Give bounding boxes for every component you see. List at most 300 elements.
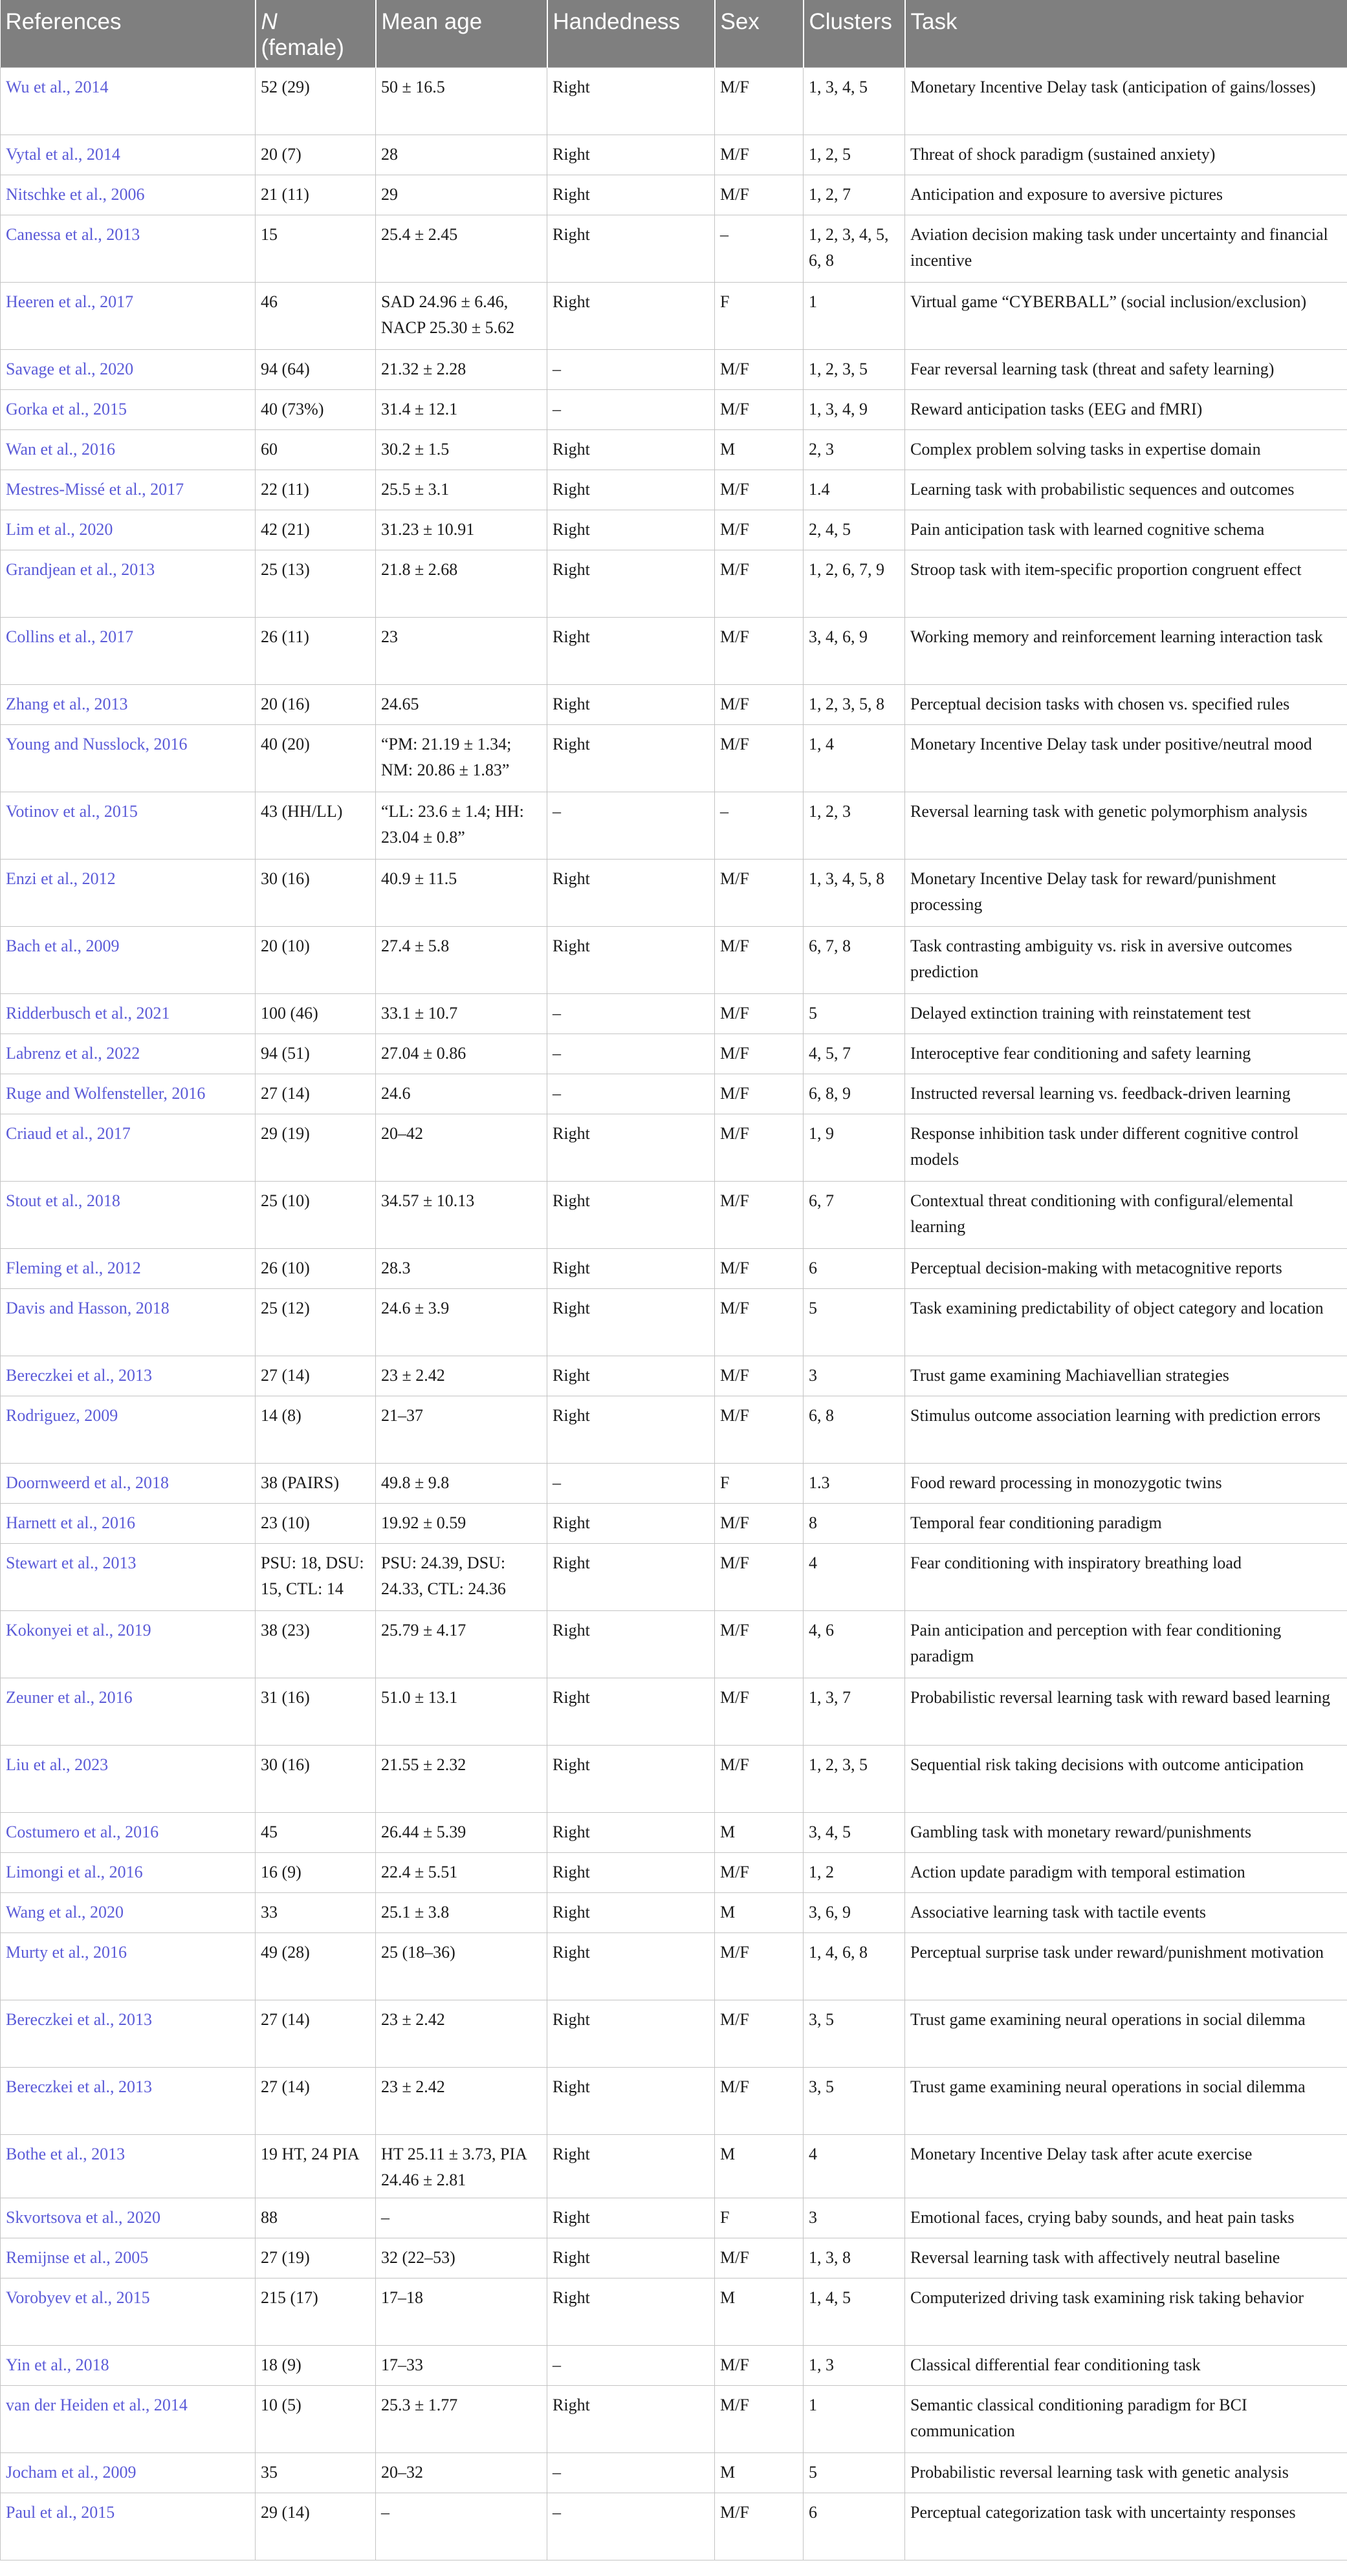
cell-task: Perceptual categorization task with uncertainty responses bbox=[905, 2493, 1347, 2560]
cell-sex: M/F bbox=[715, 2386, 804, 2453]
cell-n-female: 29 (19) bbox=[256, 1114, 376, 1182]
cell-handedness: Right bbox=[547, 135, 715, 175]
cell-n-female: 42 (21) bbox=[256, 510, 376, 550]
cell-mean-age: 25.1 ± 3.8 bbox=[376, 1893, 547, 1933]
cell-mean-age: 25.79 ± 4.17 bbox=[376, 1611, 547, 1678]
cell-task: Fear conditioning with inspiratory breathing load bbox=[905, 1544, 1347, 1611]
table-row bbox=[1, 2346, 1347, 2386]
cell-mean-age: 25 (18–36) bbox=[376, 1933, 547, 2000]
cell-mean-age: 33.1 ± 10.7 bbox=[376, 994, 547, 1034]
cell-mean-age: 20–32 bbox=[376, 2453, 547, 2493]
cell-handedness: Right bbox=[547, 550, 715, 618]
cell-n-female: 14 (8) bbox=[256, 1396, 376, 1464]
cell-task: Reward anticipation tasks (EEG and fMRI) bbox=[905, 390, 1347, 430]
table-row bbox=[1, 2386, 1347, 2453]
table-row bbox=[1, 1893, 1347, 1933]
table-row bbox=[1, 1611, 1347, 1678]
cell-clusters: 1, 3, 4, 5 bbox=[804, 68, 905, 135]
cell-sex: M/F bbox=[715, 1289, 804, 1356]
cell-reference[interactable]: Wu et al., 2014 bbox=[1, 68, 256, 135]
table-row bbox=[1, 215, 1347, 283]
cell-mean-age: 23 bbox=[376, 618, 547, 685]
cell-n-female: 43 (HH/LL) bbox=[256, 792, 376, 860]
cell-sex: M/F bbox=[715, 68, 804, 135]
cell-sex: M bbox=[715, 430, 804, 470]
cell-reference[interactable]: Savage et al., 2020 bbox=[1, 350, 256, 390]
cell-reference[interactable]: Bereczkei et al., 2013 bbox=[1, 2068, 256, 2135]
cell-handedness: – bbox=[547, 994, 715, 1034]
cell-n-female: 35 bbox=[256, 2453, 376, 2493]
header-clusters: Clusters bbox=[804, 0, 905, 68]
cell-n-female: 16 (9) bbox=[256, 1853, 376, 1893]
cell-clusters: 3, 5 bbox=[804, 2000, 905, 2068]
cell-reference[interactable]: Rodriguez, 2009 bbox=[1, 1396, 256, 1464]
cell-clusters: 6, 7 bbox=[804, 1182, 905, 1249]
cell-sex: – bbox=[715, 792, 804, 860]
cell-handedness: – bbox=[547, 390, 715, 430]
cell-task: Task contrasting ambiguity vs. risk in aversive outcomes prediction bbox=[905, 927, 1347, 994]
cell-reference[interactable]: Costumero et al., 2016 bbox=[1, 1813, 256, 1853]
cell-handedness: Right bbox=[547, 1813, 715, 1853]
cell-mean-age: – bbox=[376, 2198, 547, 2238]
table-row bbox=[1, 1933, 1347, 2000]
cell-handedness: Right bbox=[547, 685, 715, 725]
cell-reference[interactable]: Heeren et al., 2017 bbox=[1, 283, 256, 350]
cell-n-female: 45 bbox=[256, 1813, 376, 1853]
cell-mean-age: 27.4 ± 5.8 bbox=[376, 927, 547, 994]
cell-reference[interactable]: Grandjean et al., 2013 bbox=[1, 550, 256, 618]
table-row bbox=[1, 1746, 1347, 1813]
cell-clusters: 3 bbox=[804, 1356, 905, 1396]
cell-sex: M/F bbox=[715, 470, 804, 510]
cell-handedness: – bbox=[547, 1464, 715, 1504]
table-row bbox=[1, 1504, 1347, 1544]
cell-handedness: Right bbox=[547, 2386, 715, 2453]
table-row bbox=[1, 68, 1347, 135]
cell-clusters: 3, 6, 9 bbox=[804, 1893, 905, 1933]
cell-reference[interactable]: Vytal et al., 2014 bbox=[1, 135, 256, 175]
cell-clusters: 1, 2, 6, 7, 9 bbox=[804, 550, 905, 618]
table-body bbox=[1, 68, 1347, 2560]
cell-clusters: 6 bbox=[804, 2493, 905, 2560]
cell-mean-age: – bbox=[376, 2493, 547, 2560]
cell-task: Trust game examining neural operations in social dilemma bbox=[905, 2068, 1347, 2135]
cell-n-female: 52 (29) bbox=[256, 68, 376, 135]
cell-reference[interactable]: Bothe et al., 2013 bbox=[1, 2135, 256, 2198]
cell-handedness: Right bbox=[547, 1678, 715, 1746]
cell-task: Interoceptive fear conditioning and safety learning bbox=[905, 1034, 1347, 1074]
cell-mean-age: 21.55 ± 2.32 bbox=[376, 1746, 547, 1813]
cell-sex: M/F bbox=[715, 1611, 804, 1678]
cell-mean-age: 28 bbox=[376, 135, 547, 175]
cell-reference[interactable]: Votinov et al., 2015 bbox=[1, 792, 256, 860]
cell-mean-age: 26.44 ± 5.39 bbox=[376, 1813, 547, 1853]
cell-sex: M bbox=[715, 1813, 804, 1853]
cell-reference[interactable]: Enzi et al., 2012 bbox=[1, 860, 256, 927]
cell-task: Classical differential fear conditioning task bbox=[905, 2346, 1347, 2386]
table-row bbox=[1, 1182, 1347, 1249]
cell-sex: M/F bbox=[715, 2238, 804, 2278]
table-row bbox=[1, 1114, 1347, 1182]
cell-clusters: 1, 4, 5 bbox=[804, 2278, 905, 2346]
cell-mean-age: 23 ± 2.42 bbox=[376, 1356, 547, 1396]
cell-task: Aviation decision making task under uncertainty and financial incentive bbox=[905, 215, 1347, 283]
cell-handedness: Right bbox=[547, 2198, 715, 2238]
cell-task: Sequential risk taking decisions with outcome anticipation bbox=[905, 1746, 1347, 1813]
cell-task: Anticipation and exposure to aversive pictures bbox=[905, 175, 1347, 215]
cell-task: Complex problem solving tasks in expertise domain bbox=[905, 430, 1347, 470]
table-row bbox=[1, 2453, 1347, 2493]
cell-clusters: 1, 2 bbox=[804, 1853, 905, 1893]
cell-n-female: 88 bbox=[256, 2198, 376, 2238]
cell-task: Monetary Incentive Delay task (anticipation of gains/losses) bbox=[905, 68, 1347, 135]
cell-n-female: 30 (16) bbox=[256, 860, 376, 927]
cell-mean-age: 23 ± 2.42 bbox=[376, 2000, 547, 2068]
cell-reference[interactable]: Young and Nusslock, 2016 bbox=[1, 725, 256, 792]
cell-clusters: 1, 4, 6, 8 bbox=[804, 1933, 905, 2000]
cell-sex: M/F bbox=[715, 685, 804, 725]
cell-reference[interactable]: Ruge and Wolfensteller, 2016 bbox=[1, 1074, 256, 1114]
cell-n-female: PSU: 18, DSU: 15, CTL: 14 bbox=[256, 1544, 376, 1611]
cell-reference[interactable]: Labrenz et al., 2022 bbox=[1, 1034, 256, 1074]
cell-mean-age: 25.4 ± 2.45 bbox=[376, 215, 547, 283]
cell-reference[interactable]: Collins et al., 2017 bbox=[1, 618, 256, 685]
cell-n-female: 27 (19) bbox=[256, 2238, 376, 2278]
cell-clusters: 1 bbox=[804, 2386, 905, 2453]
table-row bbox=[1, 618, 1347, 685]
cell-sex: – bbox=[715, 215, 804, 283]
cell-reference[interactable]: Fleming et al., 2012 bbox=[1, 1249, 256, 1289]
cell-task: Task examining predictability of object category and location bbox=[905, 1289, 1347, 1356]
cell-sex: M/F bbox=[715, 1182, 804, 1249]
cell-handedness: Right bbox=[547, 2278, 715, 2346]
cell-reference[interactable]: Kokonyei et al., 2019 bbox=[1, 1611, 256, 1678]
cell-reference[interactable]: Stewart et al., 2013 bbox=[1, 1544, 256, 1611]
cell-n-female: 27 (14) bbox=[256, 1356, 376, 1396]
cell-sex: M/F bbox=[715, 994, 804, 1034]
cell-mean-age: 19.92 ± 0.59 bbox=[376, 1504, 547, 1544]
cell-task: Reversal learning task with genetic polymorphism analysis bbox=[905, 792, 1347, 860]
cell-sex: M/F bbox=[715, 1249, 804, 1289]
cell-clusters: 2, 4, 5 bbox=[804, 510, 905, 550]
cell-sex: M/F bbox=[715, 1396, 804, 1464]
table-row bbox=[1, 1396, 1347, 1464]
cell-task: Stroop task with item-specific proportion congruent effect bbox=[905, 550, 1347, 618]
cell-sex: M/F bbox=[715, 1853, 804, 1893]
cell-reference[interactable]: Vorobyev et al., 2015 bbox=[1, 2278, 256, 2346]
cell-handedness: Right bbox=[547, 1893, 715, 1933]
cell-reference[interactable]: Harnett et al., 2016 bbox=[1, 1504, 256, 1544]
cell-task: Emotional faces, crying baby sounds, and heat pain tasks bbox=[905, 2198, 1347, 2238]
cell-reference[interactable]: Skvortsova et al., 2020 bbox=[1, 2198, 256, 2238]
cell-clusters: 1.3 bbox=[804, 1464, 905, 1504]
cell-mean-age: 40.9 ± 11.5 bbox=[376, 860, 547, 927]
cell-task: Associative learning task with tactile events bbox=[905, 1893, 1347, 1933]
cell-sex: M/F bbox=[715, 725, 804, 792]
cell-mean-age: 25.5 ± 3.1 bbox=[376, 470, 547, 510]
cell-clusters: 3, 4, 6, 9 bbox=[804, 618, 905, 685]
table-row bbox=[1, 1074, 1347, 1114]
cell-task: Food reward processing in monozygotic twins bbox=[905, 1464, 1347, 1504]
cell-reference[interactable]: Lim et al., 2020 bbox=[1, 510, 256, 550]
cell-reference[interactable]: Remijnse et al., 2005 bbox=[1, 2238, 256, 2278]
cell-clusters: 3 bbox=[804, 2198, 905, 2238]
cell-handedness: Right bbox=[547, 1182, 715, 1249]
cell-n-female: 26 (10) bbox=[256, 1249, 376, 1289]
cell-sex: M/F bbox=[715, 860, 804, 927]
cell-task: Action update paradigm with temporal estimation bbox=[905, 1853, 1347, 1893]
cell-task: Pain anticipation task with learned cognitive schema bbox=[905, 510, 1347, 550]
cell-handedness: – bbox=[547, 1074, 715, 1114]
cell-handedness: Right bbox=[547, 1396, 715, 1464]
cell-reference[interactable]: Jocham et al., 2009 bbox=[1, 2453, 256, 2493]
header-n-sub: (female) bbox=[261, 35, 344, 60]
cell-n-female: 27 (14) bbox=[256, 2000, 376, 2068]
table-row bbox=[1, 2278, 1347, 2346]
cell-reference[interactable]: Zhang et al., 2013 bbox=[1, 685, 256, 725]
cell-sex: M/F bbox=[715, 1034, 804, 1074]
cell-n-female: 10 (5) bbox=[256, 2386, 376, 2453]
cell-mean-age: “PM: 21.19 ± 1.34; NM: 20.86 ± 1.83” bbox=[376, 725, 547, 792]
cell-reference[interactable]: Liu et al., 2023 bbox=[1, 1746, 256, 1813]
cell-reference[interactable]: Criaud et al., 2017 bbox=[1, 1114, 256, 1182]
cell-handedness: Right bbox=[547, 510, 715, 550]
cell-sex: F bbox=[715, 283, 804, 350]
cell-reference[interactable]: Doornweerd et al., 2018 bbox=[1, 1464, 256, 1504]
table-row bbox=[1, 2135, 1347, 2198]
cell-n-female: 46 bbox=[256, 283, 376, 350]
cell-handedness: Right bbox=[547, 2238, 715, 2278]
cell-clusters: 6 bbox=[804, 1249, 905, 1289]
table-row bbox=[1, 1813, 1347, 1853]
table-row bbox=[1, 792, 1347, 860]
cell-reference[interactable]: Yin et al., 2018 bbox=[1, 2346, 256, 2386]
cell-sex: M/F bbox=[715, 390, 804, 430]
table-row bbox=[1, 470, 1347, 510]
cell-reference[interactable]: Wan et al., 2016 bbox=[1, 430, 256, 470]
cell-clusters: 3, 4, 5 bbox=[804, 1813, 905, 1853]
cell-clusters: 5 bbox=[804, 1289, 905, 1356]
cell-clusters: 1, 4 bbox=[804, 725, 905, 792]
cell-task: Learning task with probabilistic sequences and outcomes bbox=[905, 470, 1347, 510]
header-task: Task bbox=[905, 0, 1347, 68]
cell-n-female: 19 HT, 24 PIA bbox=[256, 2135, 376, 2198]
cell-sex: M bbox=[715, 1893, 804, 1933]
table-row bbox=[1, 1544, 1347, 1611]
cell-mean-age: 28.3 bbox=[376, 1249, 547, 1289]
cell-sex: F bbox=[715, 1464, 804, 1504]
table-row bbox=[1, 2493, 1347, 2560]
cell-sex: M/F bbox=[715, 175, 804, 215]
cell-mean-age: 29 bbox=[376, 175, 547, 215]
cell-handedness: Right bbox=[547, 215, 715, 283]
cell-task: Perceptual decision-making with metacognitive reports bbox=[905, 1249, 1347, 1289]
cell-n-female: 49 (28) bbox=[256, 1933, 376, 2000]
cell-task: Contextual threat conditioning with configural/elemental learning bbox=[905, 1182, 1347, 1249]
cell-handedness: Right bbox=[547, 1356, 715, 1396]
cell-sex: M/F bbox=[715, 1544, 804, 1611]
cell-mean-age: 17–33 bbox=[376, 2346, 547, 2386]
cell-n-female: 33 bbox=[256, 1893, 376, 1933]
cell-reference[interactable]: Wang et al., 2020 bbox=[1, 1893, 256, 1933]
table-row bbox=[1, 2068, 1347, 2135]
cell-reference[interactable]: Paul et al., 2015 bbox=[1, 2493, 256, 2560]
cell-task: Instructed reversal learning vs. feedback-driven learning bbox=[905, 1074, 1347, 1114]
cell-handedness: Right bbox=[547, 618, 715, 685]
cell-n-female: 30 (16) bbox=[256, 1746, 376, 1813]
cell-clusters: 1.4 bbox=[804, 470, 905, 510]
cell-reference[interactable]: Davis and Hasson, 2018 bbox=[1, 1289, 256, 1356]
cell-sex: F bbox=[715, 2198, 804, 2238]
cell-handedness: Right bbox=[547, 470, 715, 510]
cell-n-female: 20 (10) bbox=[256, 927, 376, 994]
cell-handedness: Right bbox=[547, 1611, 715, 1678]
cell-handedness: – bbox=[547, 2346, 715, 2386]
cell-handedness: Right bbox=[547, 2135, 715, 2198]
cell-mean-age: 21.32 ± 2.28 bbox=[376, 350, 547, 390]
table-row bbox=[1, 175, 1347, 215]
cell-clusters: 1, 2, 3, 5, 8 bbox=[804, 685, 905, 725]
cell-clusters: 4, 5, 7 bbox=[804, 1034, 905, 1074]
cell-reference[interactable]: Canessa et al., 2013 bbox=[1, 215, 256, 283]
table-row bbox=[1, 550, 1347, 618]
cell-mean-age: HT 25.11 ± 3.73, PIA 24.46 ± 2.81 bbox=[376, 2135, 547, 2198]
cell-mean-age: 21.8 ± 2.68 bbox=[376, 550, 547, 618]
cell-task: Monetary Incentive Delay task for reward/punishment processing bbox=[905, 860, 1347, 927]
cell-sex: M/F bbox=[715, 1114, 804, 1182]
cell-clusters: 8 bbox=[804, 1504, 905, 1544]
table-row bbox=[1, 2198, 1347, 2238]
cell-clusters: 6, 8 bbox=[804, 1396, 905, 1464]
cell-mean-age: 23 ± 2.42 bbox=[376, 2068, 547, 2135]
cell-sex: M/F bbox=[715, 2493, 804, 2560]
cell-reference[interactable]: Bach et al., 2009 bbox=[1, 927, 256, 994]
cell-n-female: 38 (PAIRS) bbox=[256, 1464, 376, 1504]
cell-task: Gambling task with monetary reward/punishments bbox=[905, 1813, 1347, 1853]
cell-task: Threat of shock paradigm (sustained anxiety) bbox=[905, 135, 1347, 175]
table-row bbox=[1, 430, 1347, 470]
cell-reference[interactable]: Bereczkei et al., 2013 bbox=[1, 2000, 256, 2068]
cell-sex: M/F bbox=[715, 618, 804, 685]
cell-mean-age: 24.6 bbox=[376, 1074, 547, 1114]
table-row bbox=[1, 927, 1347, 994]
table-row bbox=[1, 725, 1347, 792]
cell-handedness: Right bbox=[547, 1746, 715, 1813]
cell-sex: M/F bbox=[715, 2068, 804, 2135]
cell-mean-age: 20–42 bbox=[376, 1114, 547, 1182]
cell-handedness: Right bbox=[547, 2068, 715, 2135]
table-row bbox=[1, 1678, 1347, 1746]
cell-task: Monetary Incentive Delay task after acute exercise bbox=[905, 2135, 1347, 2198]
cell-task: Fear reversal learning task (threat and safety learning) bbox=[905, 350, 1347, 390]
cell-task: Response inhibition task under different cognitive control models bbox=[905, 1114, 1347, 1182]
table-row bbox=[1, 390, 1347, 430]
table-row bbox=[1, 1356, 1347, 1396]
cell-n-female: 27 (14) bbox=[256, 1074, 376, 1114]
cell-reference[interactable]: Gorka et al., 2015 bbox=[1, 390, 256, 430]
table-row bbox=[1, 1289, 1347, 1356]
cell-n-female: 40 (20) bbox=[256, 725, 376, 792]
cell-handedness: Right bbox=[547, 1504, 715, 1544]
header-sex: Sex bbox=[715, 0, 804, 68]
cell-clusters: 1, 9 bbox=[804, 1114, 905, 1182]
cell-handedness: Right bbox=[547, 1249, 715, 1289]
cell-task: Probabilistic reversal learning task with genetic analysis bbox=[905, 2453, 1347, 2493]
cell-clusters: 1, 3, 4, 9 bbox=[804, 390, 905, 430]
cell-task: Pain anticipation and perception with fear conditioning paradigm bbox=[905, 1611, 1347, 1678]
cell-task: Monetary Incentive Delay task under positive/neutral mood bbox=[905, 725, 1347, 792]
cell-reference[interactable]: Ridderbusch et al., 2021 bbox=[1, 994, 256, 1034]
header-n bbox=[256, 0, 376, 68]
table-row bbox=[1, 510, 1347, 550]
cell-handedness: Right bbox=[547, 1853, 715, 1893]
cell-reference[interactable]: Limongi et al., 2016 bbox=[1, 1853, 256, 1893]
cell-mean-age: 25.3 ± 1.77 bbox=[376, 2386, 547, 2453]
table-row bbox=[1, 350, 1347, 390]
cell-sex: M/F bbox=[715, 927, 804, 994]
cell-clusters: 2, 3 bbox=[804, 430, 905, 470]
cell-n-female: 21 (11) bbox=[256, 175, 376, 215]
cell-handedness: Right bbox=[547, 1114, 715, 1182]
cell-reference[interactable]: Murty et al., 2016 bbox=[1, 1933, 256, 2000]
cell-n-female: 29 (14) bbox=[256, 2493, 376, 2560]
cell-n-female: 60 bbox=[256, 430, 376, 470]
cell-mean-age: 22.4 ± 5.51 bbox=[376, 1853, 547, 1893]
cell-n-female: 94 (51) bbox=[256, 1034, 376, 1074]
cell-handedness: Right bbox=[547, 68, 715, 135]
table-header bbox=[1, 0, 1347, 68]
cell-reference[interactable]: Nitschke et al., 2006 bbox=[1, 175, 256, 215]
cell-n-female: 27 (14) bbox=[256, 2068, 376, 2135]
cell-n-female: 25 (13) bbox=[256, 550, 376, 618]
cell-clusters: 6, 7, 8 bbox=[804, 927, 905, 994]
cell-mean-age: 32 (22–53) bbox=[376, 2238, 547, 2278]
table-row bbox=[1, 994, 1347, 1034]
cell-clusters: 1, 3, 7 bbox=[804, 1678, 905, 1746]
cell-handedness: Right bbox=[547, 927, 715, 994]
cell-sex: M/F bbox=[715, 1933, 804, 2000]
cell-n-female: 31 (16) bbox=[256, 1678, 376, 1746]
cell-handedness: Right bbox=[547, 725, 715, 792]
cell-sex: M bbox=[715, 2278, 804, 2346]
cell-reference[interactable]: Zeuner et al., 2016 bbox=[1, 1678, 256, 1746]
cell-clusters: 1, 2, 7 bbox=[804, 175, 905, 215]
cell-clusters: 1, 2, 3, 4, 5, 6, 8 bbox=[804, 215, 905, 283]
cell-clusters: 1, 2, 3, 5 bbox=[804, 1746, 905, 1813]
cell-mean-age: 27.04 ± 0.86 bbox=[376, 1034, 547, 1074]
cell-reference[interactable]: van der Heiden et al., 2014 bbox=[1, 2386, 256, 2453]
cell-mean-age: 49.8 ± 9.8 bbox=[376, 1464, 547, 1504]
cell-n-female: 215 (17) bbox=[256, 2278, 376, 2346]
cell-handedness: – bbox=[547, 792, 715, 860]
cell-n-female: 22 (11) bbox=[256, 470, 376, 510]
cell-sex: M/F bbox=[715, 135, 804, 175]
cell-handedness: Right bbox=[547, 860, 715, 927]
cell-sex: M/F bbox=[715, 350, 804, 390]
cell-clusters: 1, 2, 3, 5 bbox=[804, 350, 905, 390]
cell-task: Trust game examining Machiavellian strategies bbox=[905, 1356, 1347, 1396]
cell-clusters: 4, 6 bbox=[804, 1611, 905, 1678]
cell-handedness: Right bbox=[547, 2000, 715, 2068]
cell-task: Delayed extinction training with reinstatement test bbox=[905, 994, 1347, 1034]
cell-reference[interactable]: Bereczkei et al., 2013 bbox=[1, 1356, 256, 1396]
cell-task: Trust game examining neural operations in social dilemma bbox=[905, 2000, 1347, 2068]
cell-mean-age: 51.0 ± 13.1 bbox=[376, 1678, 547, 1746]
cell-reference[interactable]: Mestres-Missé et al., 2017 bbox=[1, 470, 256, 510]
cell-reference[interactable]: Stout et al., 2018 bbox=[1, 1182, 256, 1249]
cell-handedness: Right bbox=[547, 1544, 715, 1611]
cell-mean-age: 50 ± 16.5 bbox=[376, 68, 547, 135]
